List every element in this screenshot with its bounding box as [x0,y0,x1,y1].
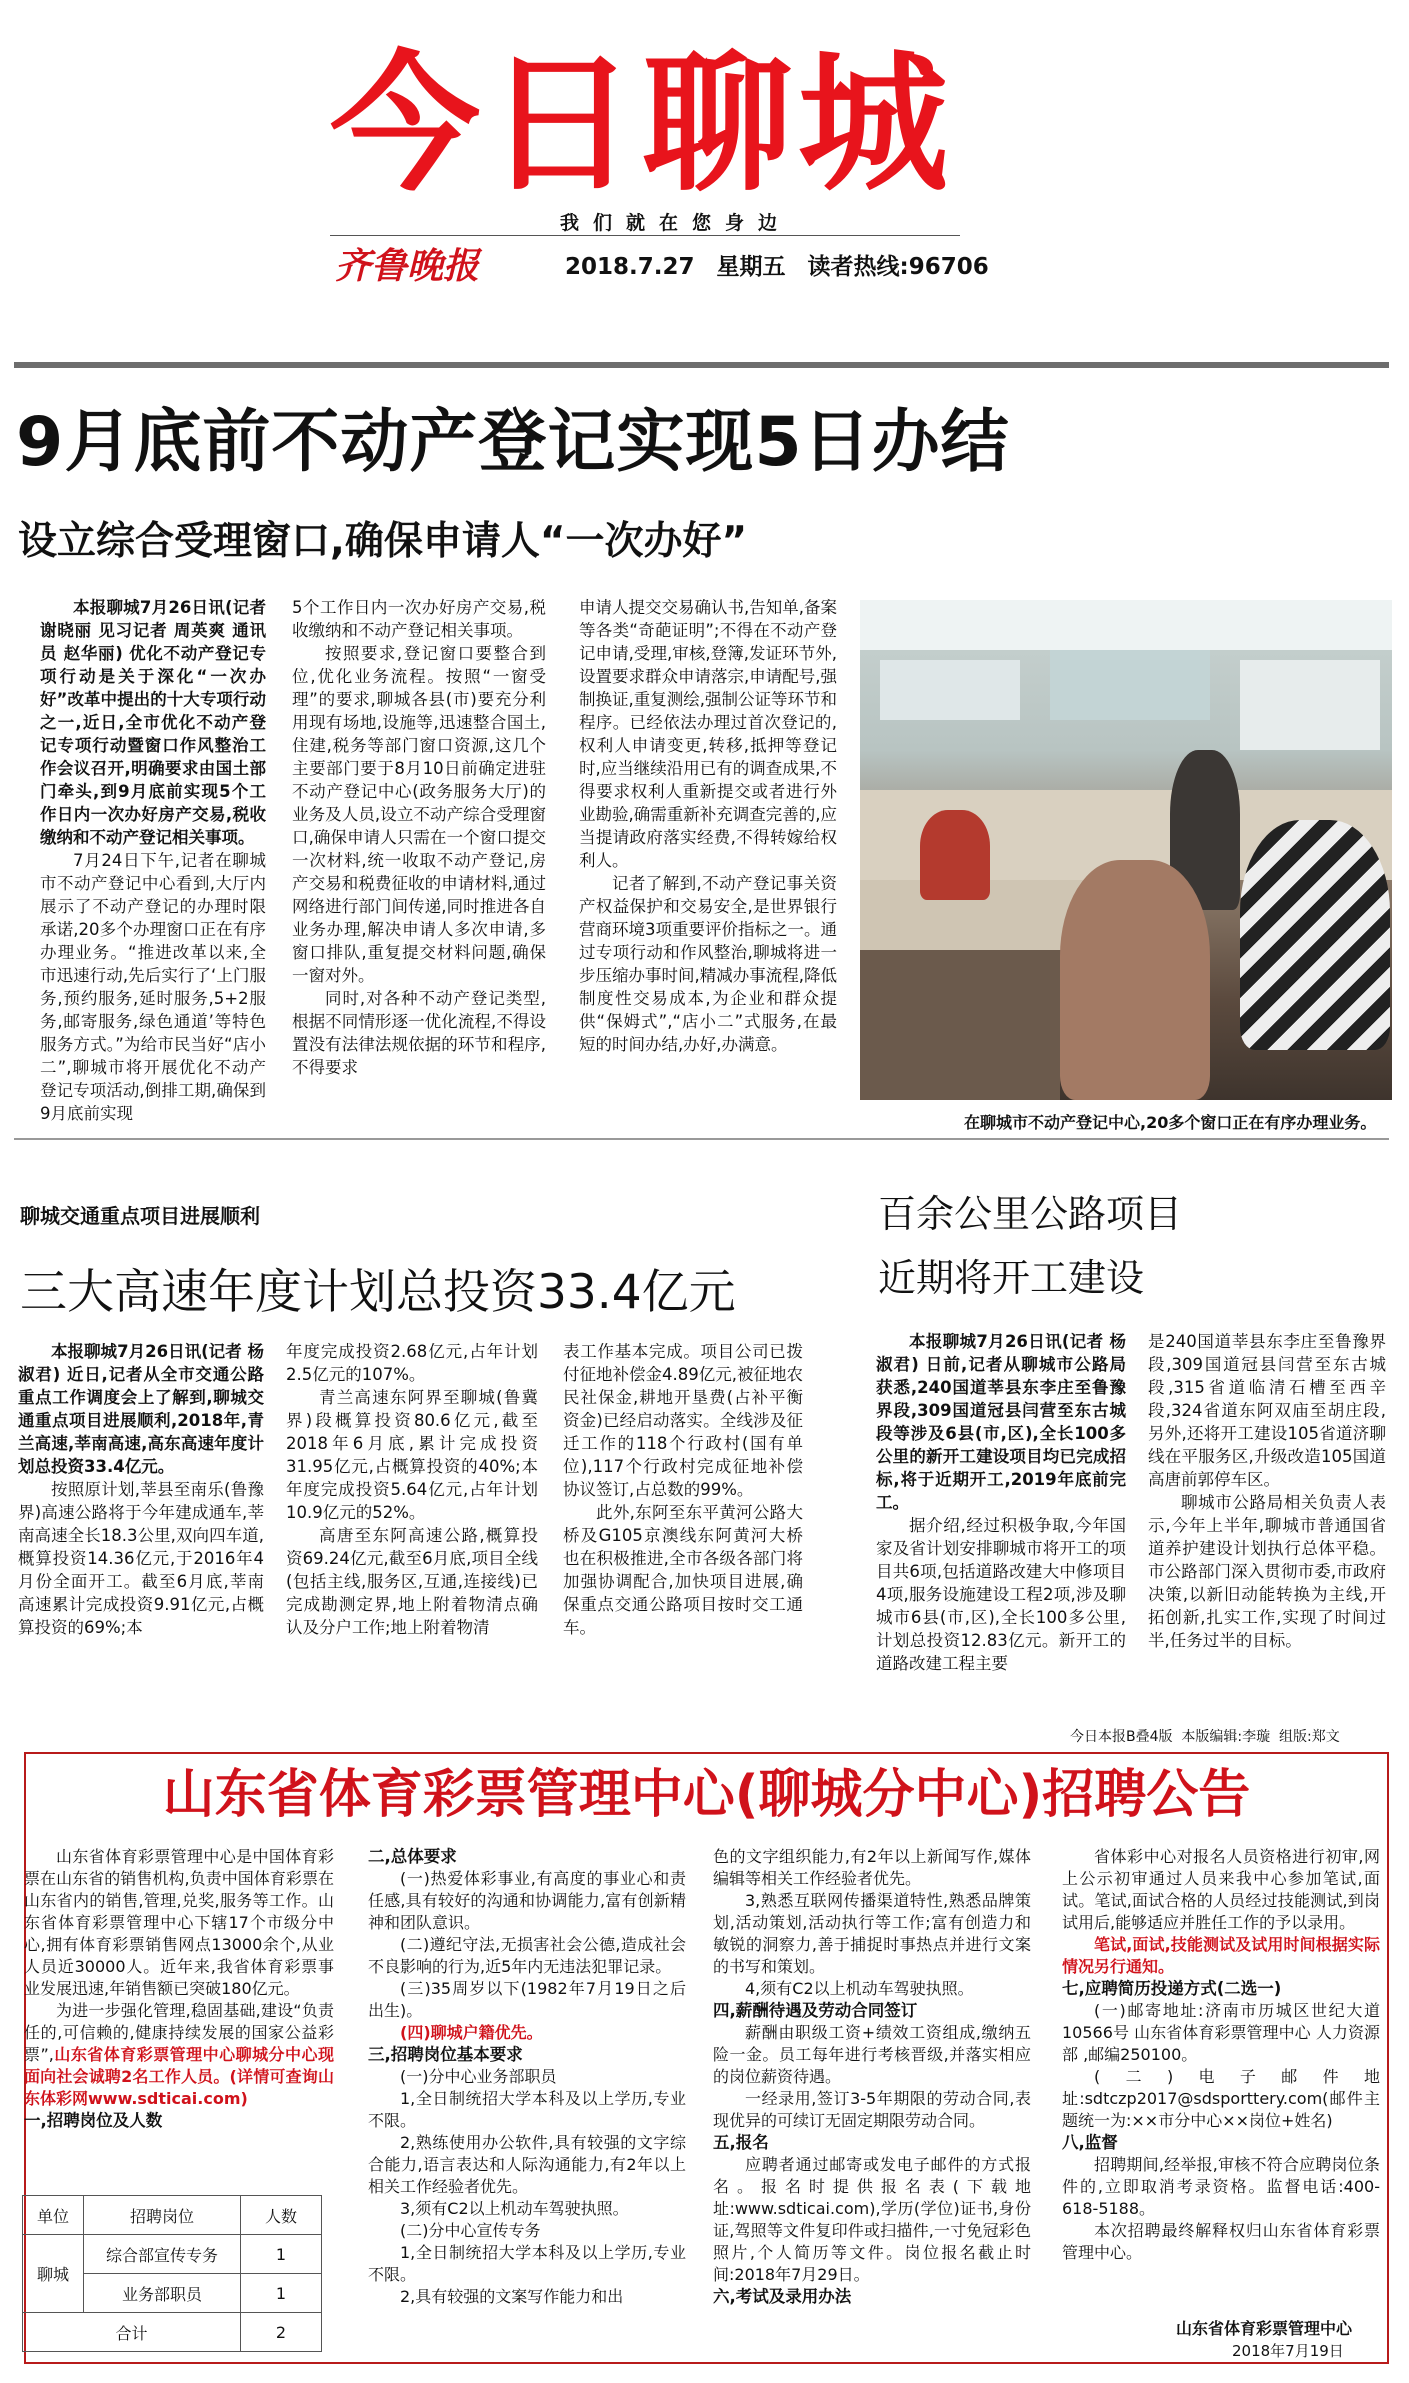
story2-col1-para: 本报聊城7月26日讯(记者 杨淑君) 近日,记者从全市交通公路重点工作调度会上了解到,聊城交通重点项目进展顺利,2018年,青兰高速,莘南高速,高东高速年度计划总投资33.4亿元。 [18,1342,264,1476]
ad-intro-para [24,2000,334,2110]
story2-column-2 [286,1340,538,1639]
ad-para: (二)遵纪守法,无损害社会公德,造成社会不良影响的行为,近5年内无违法犯罪记录。 [368,1935,686,1976]
ad-para: 4,须有C2以上机动车驾驶执照。 [745,1979,974,1998]
ad-signature: 山东省体育彩票管理中心 [1176,2319,1353,2338]
ad-column-1 [24,1846,334,2132]
jobs-table [22,2195,322,2352]
story2-column-1 [18,1340,264,1639]
table-cell-total: 2 [241,2313,322,2352]
story1-col1-para: 本报聊城7月26日讯(记者 谢晓丽 见习记者 周英爽 通讯员 赵华丽) 优化不动产登记专项行动是关于深化“一次办好”改革中提出的十大专项行动之一,近日,全市优化不动产登记专项行动暨窗口作风整治工作会议召开,明确要求由国土部门牵头,到9月底前实现5个工作日内一次办好房产交易,税收缴纳和不动产登记相关事项。 [40,598,266,847]
ad-para: 应聘者通过邮寄或发电子邮件的方式报名。报名时提供报名表(下载地址:www.sdticai.com),学历(学位)证书,身份证,驾照等文件复印件或扫描件,一寸免冠彩色照片,个人简历等文件。岗位报名截止时间:2018年7月29日。 [713,2155,1031,2284]
table-cell: 1 [241,2274,322,2313]
story1-headline: 9月底前不动产登记实现5日办结 [16,403,1010,482]
story2-col2-para: 年度完成投资2.68亿元,占年计划2.5亿元的107%。 [286,1342,538,1384]
story1-col2-para: 按照要求,登记窗口要整合到位,优化业务流程。按照“一窗受理”的要求,聊城各县(市)要充分利用现有场地,设施等,迅速整合国土,住建,税务等部门窗口资源,这几个主要部门要于8月10日前确定进驻不动产登记中心(政务服务大厅)的业务及人员,设立不动产综合受理窗口,确保申请人只需在一个窗口提交一次材料,统一收取不动产登记,房产交易和税费征收的申请材料,通过网络进行部门间传递,同时推进各自业务办理,解决申请人多次申请,多窗口排队,重复提交材料问题,确保一窗对外。 [292,644,546,985]
ad-para: 一经录用,签订3-5年期限的劳动合同,表现优异的可续订无固定期限劳动合同。 [713,2089,1031,2130]
story2-col1-para: 按照原计划,莘县至南乐(鲁豫界)高速公路将于今年建成通车,莘南高速全长18.3公里,双向四车道,概算投资14.36亿元,于2016年4月份全面开工。截至6月底,莘南高速累计完成投资9.91亿元,占概算投资的69%;本 [18,1480,264,1637]
ad-column-4 [1062,1846,1380,2264]
ad-section-heading: 三,招聘岗位基本要求 [368,2045,523,2064]
ad-intro-para: 山东省体育彩票管理中心是中国体育彩票在山东省的销售机构,负责中国体育彩票在山东省内的销售,管理,兑奖,服务等工作。山东省体育彩票管理中心下辖17个市级分中心,拥有体育彩票销售网点13000余个,从业人员近30000人。近年来,我省体育彩票事业发展迅速,年销售额已突破180亿元。 [24,1847,334,1998]
paper-name: 齐鲁晚报 [335,245,480,287]
ad-title: 山东省体育彩票管理中心(聊城分中心)招聘公告 [162,1765,1251,1825]
ad-highlight-para: 笔试,面试,技能测试及试用时间根据实际情况另行通知。 [1062,1935,1380,1976]
story1-photo [860,600,1392,1100]
table-cell: 综合部宣传专务 [84,2235,241,2274]
masthead-rule [14,362,1389,368]
ad-section-heading: 四,薪酬待遇及劳动合同签订 [713,2001,918,2020]
ad-intro-highlight: 山东省体育彩票管理中心聊城分中心现面向社会诚聘2名工作人员。(详情可查询山东体彩网www.sdticai.com) [24,2045,334,2108]
ad-para: 3,须有C2以上机动车驾驶执照。 [400,2199,629,2218]
ad-column-3 [713,1846,1031,2308]
ad-highlight-para: (四)聊城户籍优先。 [400,2023,543,2042]
ad-para: (一)分中心业务部职员 [400,2067,557,2086]
ad-para: 薪酬由职级工资+绩效工资组成,缴纳五险一金。员工每年进行考核晋级,并落实相应的岗位薪资待遇。 [713,2023,1031,2086]
ad-section-heading: 六,考试及录用办法 [713,2287,852,2306]
story2-col2-para: 青兰高速东阿界至聊城(鲁冀界)段概算投资80.6亿元,截至2018年6月底,累计完成投资31.95亿元,占概算投资的40%;本年度完成投资5.64亿元,占年计划10.9亿元的52%。 [286,1388,538,1522]
table-cell-total-label: 合计 [23,2313,241,2352]
hotline-number: 96706 [908,254,989,280]
table-cell: 1 [241,2235,322,2274]
story3-col1-para: 本报聊城7月26日讯(记者 杨淑君) 日前,记者从聊城市公路局获悉,240国道莘县东李庄至鲁豫界段,309国道冠县闫营至东古城段等涉及6县(市,区),全长100多公里的新开工建设项目均已完成招标,将于近期开工,2019年底前完工。 [876,1332,1126,1512]
masthead-slogan: 我们就在您身边 [560,212,792,234]
ad-section-heading: 五,报名 [713,2133,769,2152]
issue-weekday: 星期五 [716,254,786,280]
story3-column-1 [876,1330,1126,1675]
story1-col2-para: 同时,对各种不动产登记类型,根据不同情形逐一优化流程,不得设置没有法律法规依据的环节和程序,不得要求 [292,989,546,1077]
table-header: 招聘岗位 [84,2196,241,2235]
ad-para: 色的文字组织能力,有2年以上新闻写作,媒体编辑等相关工作经验者优先。 [713,1847,1031,1888]
ad-para: 3,熟悉互联网传播渠道特性,熟悉品牌策划,活动策划,活动执行等工作;富有创造力和敏锐的洞察力,善于捕捉时事热点并进行文案的书写和策划。 [713,1891,1031,1976]
ad-para: (三)35周岁以下(1982年7月19日之后出生)。 [368,1979,686,2020]
ad-column-2 [368,1846,686,2308]
story3-col2-para: 聊城市公路局相关负责人表示,今年上半年,聊城市普通国省道养护建设计划执行总体平稳。市公路部门深入贯彻市委,市政府决策,以新旧动能转换为主线,开拓创新,扎实工作,实现了时间过半,任务过半的目标。 [1148,1493,1386,1650]
masthead-info [565,248,989,281]
table-row [23,2235,322,2274]
story1-subhead: 设立综合受理窗口,确保申请人“一次办好” [18,519,748,564]
hotline-label: 读者热线: [807,254,909,280]
story2-headline: 三大高速年度计划总投资33.4亿元 [20,1265,736,1320]
ad-section-heading: 一,招聘岗位及人数 [24,2111,163,2130]
ad-sign-date: 2018年7月19日 [1232,2342,1344,2360]
ad-para: 省体彩中心对报名人员资格进行初审,网上公示初审通过人员来我中心参加笔试,面试。笔试,面试合格的人员经过技能测试,到岗试用后,能够适应并胜任工作的予以录用。 [1062,1847,1380,1932]
story3-headline-1: 百余公里公路项目 [878,1192,1183,1236]
ad-para: 2,具有较强的文案写作能力和出 [400,2287,624,2306]
ad-para: (一)邮寄地址:济南市历城区世纪大道10566号 山东省体育彩票管理中心 人力资源部 ,邮编250100。 [1062,2001,1380,2064]
story1-column-1 [40,596,266,1125]
photo-caption: 在聊城市不动产登记中心,20多个窗口正在有序办理业务。 [964,1113,1377,1132]
story3-col1-para: 据介绍,经过积极争取,今年国家及省计划安排聊城市将开工的项目共6项,包括道路改建大中修项目4项,服务设施建设工程2项,涉及聊城市6县(市,区),全长100多公里,计划总投资12.83亿元。新开工的道路改建工程主要 [876,1516,1126,1673]
issue-date: 2018.7.27 [565,254,695,280]
ad-para: (二)分中心宣传专务 [400,2221,541,2240]
story3-col2-para: 是240国道莘县东李庄至鲁豫界段,309国道冠县闫营至东古城段,315省道临清石槽至西辛段,324省道东阿双庙至胡庄段,另外,还将开工建设105省道济聊线在平服务区,升级改造105国道高唐前郭停车区。 [1148,1332,1386,1489]
ad-para: 1,全日制统招大学本科及以上学历,专业不限。 [368,2089,686,2130]
story2-col2-para: 高唐至东阿高速公路,概算投资69.24亿元,截至6月底,项目全线(包括主线,服务区,互通,连接线)已完成勘测定界,地上附着物清点确认及分户工作;地上附着物清 [286,1526,538,1637]
ad-section-heading: 七,应聘简历投递方式(二选一) [1062,1979,1282,1998]
story3-column-2 [1148,1330,1386,1652]
ad-para: 2,熟练使用办公软件,具有较强的文字综合能力,语言表达和人际沟通能力,有2年以上相关工作经验者优先。 [368,2133,686,2196]
story1-col3-para: 申请人提交交易确认书,告知单,备案等各类“奇葩证明”;不得在不动产登记申请,受理,审核,登簿,发证环节外,设置要求群众申请落宗,申请配号,强制换证,重复测绘,强制公证等环节和程序。已经依法办理过首次登记的,权利人申请变更,转移,抵押等登记时,应当继续沿用已有的调查成果,不得要求权利人重新提交或者进行外业勘验,确需重新补充调查完善的,应当提请政府落实经费,不得转嫁给权利人。 [579,598,837,870]
table-cell-unit: 聊城 [23,2235,84,2313]
masthead-logo: 今日聊城 [330,38,955,212]
story1-bottom-rule [14,1138,1389,1140]
table-row [23,2313,322,2352]
ad-para: (二)电子邮件地址:sdtczp2017@sdsporttery.com(邮件主题统一为:××市分中心××岗位+姓名) [1062,2067,1380,2130]
ad-section-heading: 二,总体要求 [368,1847,457,1866]
story2-kicker: 聊城交通重点项目进展顺利 [20,1204,260,1228]
table-header: 单位 [23,2196,84,2235]
ad-section-heading: 八,监督 [1062,2133,1118,2152]
story2-col3-para: 此外,东阿至东平黄河公路大桥及G105京澳线东阿黄河大桥也在积极推进,全市各级各部门将加强协调配合,加快项目进展,确保重点交通公路项目按时交工通车。 [563,1503,803,1637]
story1-col2-para: 5个工作日内一次办好房产交易,税收缴纳和不动产登记相关事项。 [292,598,546,640]
table-header: 人数 [241,2196,322,2235]
page-footer: 今日本报B叠4版 本版编辑:李璇 组版:郑文 [1070,1729,1340,1745]
ad-para: 招聘期间,经举报,审核不符合应聘岗位条件的,立即取消考录资格。监督电话:400-618-5188。 [1062,2155,1380,2218]
slogan-rule [330,235,960,236]
table-cell: 业务部职员 [84,2274,241,2313]
ad-para: (一)热爱体彩事业,有高度的事业心和责任感,具有较好的沟通和协调能力,富有创新精神和团队意识。 [368,1869,686,1932]
story2-col3-para: 表工作基本完成。项目公司已拨付征地补偿金4.89亿元,被征地农民社保金,耕地开垦费(占补平衡资金)已经启动落实。全线涉及征迁工作的118个行政村(国有单位),117个行政村完成征地补偿协议签订,占总数的99%。 [563,1342,803,1499]
story2-column-3 [563,1340,803,1639]
story1-column-3 [579,596,837,1056]
ad-intro-text: 为进一步强化管理,稳固基础,建设“负责任的,可信赖的,健康持续发展的国家公益彩票”, [24,2001,334,2064]
story1-col1-para: 7月24日下午,记者在聊城市不动产登记中心看到,大厅内展示了不动产登记的办理时限承诺,20多个办理窗口正在有序办理业务。“推进改革以来,全市迅速行动,先后实行了‘上门服务,预约服务,延时服务,5+2服务,邮寄服务,绿色通道’等特色服务方式。”为给市民当好“店小二”,聊城市将开展优化不动产登记专项活动,倒排工期,确保到9月底前实现 [40,851,266,1123]
story1-column-2 [292,596,546,1079]
story3-headline-2: 近期将开工建设 [878,1256,1145,1300]
ad-para: 1,全日制统招大学本科及以上学历,专业不限。 [368,2243,686,2284]
story1-col3-para: 记者了解到,不动产登记事关资产权益保护和交易安全,是世界银行营商环境3项重要评价指标之一。通过专项行动和作风整治,聊城将进一步压缩办事时间,精减办事流程,降低制度性交易成本,为企业和群众提供“保姆式”,“店小二”式服务,在最短的时间办结,办好,办满意。 [579,874,837,1054]
ad-para: 本次招聘最终解释权归山东省体育彩票管理中心。 [1062,2221,1380,2262]
